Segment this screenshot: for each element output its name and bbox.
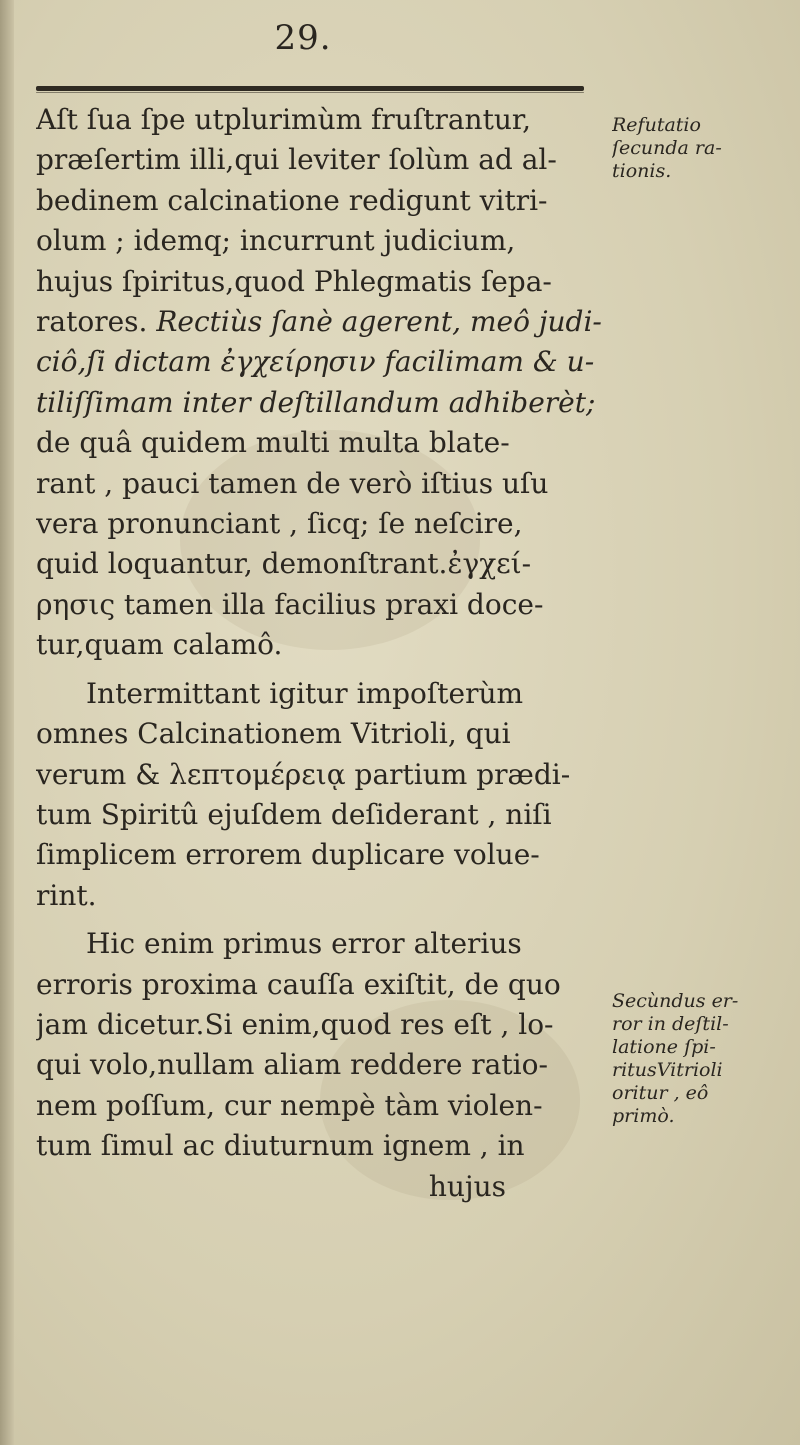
roman-text: ſimplicem errorem duplicare volue- [36, 838, 540, 872]
roman-text: omnes Calcinationem Vitrioli, qui [36, 717, 511, 751]
text-line [36, 876, 606, 916]
text-line [36, 544, 606, 584]
text-line [36, 714, 606, 754]
margin-note-refutatio [612, 114, 792, 183]
roman-text: qui volo,nullam aliam reddere ratio- [36, 1048, 548, 1082]
roman-text: ratores. [36, 305, 148, 339]
text-line [36, 342, 606, 382]
text-line [36, 100, 606, 140]
roman-text: quid loquantur, demonſtrant.ἐγχεί- [36, 547, 532, 581]
text-line [36, 262, 606, 302]
margin-note-secundus-error [612, 990, 792, 1128]
text-line [36, 181, 606, 221]
text-line [36, 504, 606, 544]
roman-text: ρησις tamen illa facilius praxi doce- [36, 587, 544, 621]
book-spine-shadow [0, 0, 14, 1445]
roman-text: tum Spiritû ejuſdem deſiderant , niſi [36, 797, 552, 831]
margin-note-line: oritur , eô [612, 1082, 709, 1104]
margin-note-line: tionis. [612, 160, 672, 182]
margin-note-line: ror in deſtil- [612, 1013, 729, 1035]
roman-text: de quâ quidem multi multa blate- [36, 426, 510, 460]
roman-text: tur,quam calamô. [36, 628, 283, 662]
text-line [36, 1045, 606, 1085]
roman-text: jam dicetur.Si enim,quod res eſt , lo- [36, 1007, 554, 1041]
text-line [36, 423, 606, 463]
paragraph-gap [36, 666, 606, 674]
roman-text: nem poſſum, cur nempè tàm violen- [36, 1088, 543, 1122]
roman-text: verum & λεπτομέρειᾳ partium prædi- [36, 757, 571, 791]
text-line [36, 383, 606, 423]
body-text [36, 100, 606, 1207]
header-rule-thin [36, 92, 584, 93]
text-line [36, 464, 606, 504]
roman-text: erroris proxima cauſſa exiſtit, de quo [36, 967, 561, 1001]
text-line [36, 795, 606, 835]
roman-text: olum ; idemq; incurrunt judicium, [36, 224, 516, 258]
italic-text: tiliſſimam inter deſtillandum adhiberèt; [36, 385, 596, 419]
margin-note-line: primò. [612, 1105, 675, 1127]
text-line [36, 1086, 606, 1126]
text-line [36, 755, 606, 795]
text-line [36, 221, 606, 261]
roman-text: tum ſimul ac diuturnum ignem , in [36, 1129, 525, 1163]
roman-text: hujus ſpiritus,quod Phlegmatis ſepa- [36, 264, 552, 298]
margin-note-line: latione ſpi- [612, 1036, 716, 1058]
margin-note-line: Secùndus er- [612, 990, 739, 1012]
margin-note-line: Refutatio [612, 114, 701, 136]
catchword [36, 1167, 606, 1207]
header-rule [36, 86, 584, 91]
text-line [36, 674, 606, 714]
text-line [36, 965, 606, 1005]
text-line [36, 1126, 606, 1166]
roman-text: præſertim illi,qui leviter ſolùm ad al- [36, 143, 557, 177]
text-line [36, 140, 606, 180]
text-line [36, 625, 606, 665]
roman-text: bedinem calcinatione redigunt vitri- [36, 183, 548, 217]
page-number: 29. [274, 18, 332, 58]
roman-text: hujus [428, 1169, 506, 1203]
text-line [36, 835, 606, 875]
text-line [36, 1005, 606, 1045]
roman-text: rant , pauci tamen de verò iſtius uſu [36, 466, 549, 500]
text-line [36, 585, 606, 625]
roman-text: Hic enim primus error alterius [86, 927, 522, 961]
roman-text: Aſt ſua ſpe utplurimùm fruſtrantur, [36, 103, 532, 136]
roman-text: vera pronunciant , ſicq; ſe neſcire, [36, 507, 523, 541]
paragraph-gap [36, 916, 606, 924]
roman-text: rint. [36, 878, 97, 912]
roman-text: Intermittant igitur impoſterùm [86, 676, 524, 710]
italic-text: ciô,ſi dictam ἐγχείρησιν facilimam & u- [36, 345, 595, 379]
text-line [36, 924, 606, 964]
text-line [36, 302, 606, 342]
margin-note-line: ſecunda ra- [612, 137, 722, 159]
margin-note-line: ritusVitrioli [612, 1059, 723, 1081]
italic-text: Rectiùs ſanè agerent, meô judi- [156, 305, 602, 339]
